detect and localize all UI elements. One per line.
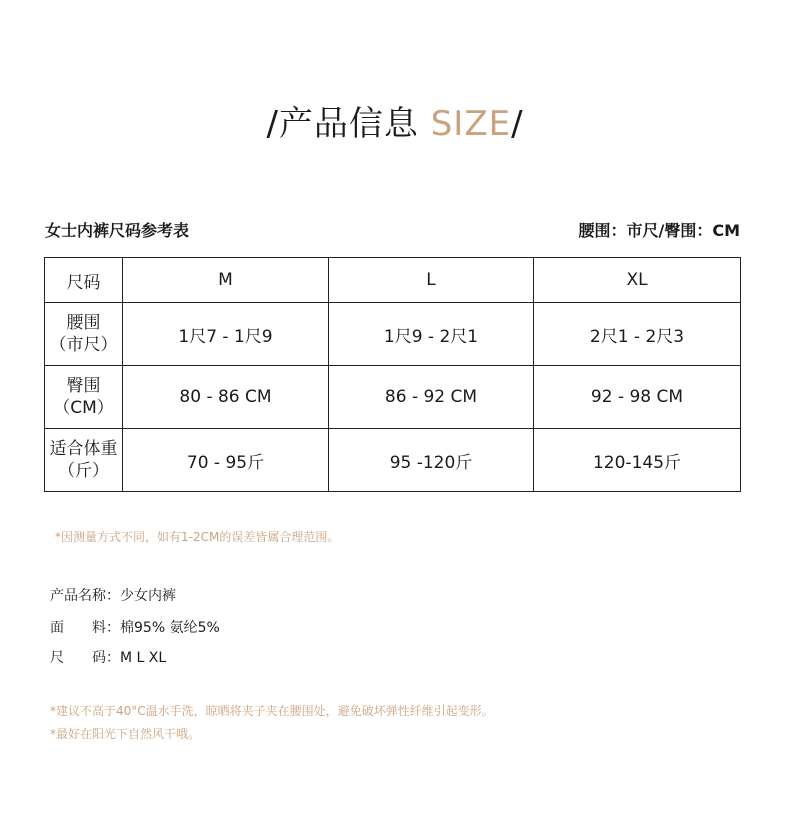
info-value: 棉95% 氨纶5% [120, 620, 220, 636]
header-cell-m: M [123, 258, 329, 303]
header-cell-size: 尺码 [45, 258, 123, 303]
info-label: 尺 码： [50, 650, 120, 666]
info-label: 面 料： [50, 620, 120, 636]
table-cell: 92 - 98 CM [534, 366, 741, 429]
care-note-wash: *建议不高于40°C温水手洗，晾晒将夹子夹在腰围处，避免破坏弹性纤维引起变形。 [50, 704, 494, 718]
info-material [50, 617, 220, 637]
table-cell: 120-145斤 [534, 429, 741, 492]
title-prefix: /产品信息 [266, 104, 431, 144]
title-suffix: / [511, 104, 524, 144]
info-size [50, 647, 166, 667]
row-label-waist [45, 303, 123, 366]
table-cell: 70 - 95斤 [123, 429, 329, 492]
header-cell-xl: XL [534, 258, 741, 303]
info-product-name [50, 585, 176, 605]
units-label: 腰围：市尺/臀围：CM [578, 221, 740, 240]
table-row-weight [45, 429, 741, 492]
table-cell: 1尺7 - 1尺9 [123, 303, 329, 366]
table-cell: 80 - 86 CM [123, 366, 329, 429]
row-label-line: （斤） [58, 461, 109, 481]
table-cell: 95 -120斤 [329, 429, 534, 492]
table-header-row [45, 258, 741, 303]
row-label-line: （CM） [53, 398, 114, 418]
info-label: 产品名称： [50, 588, 120, 604]
table-row-hip [45, 366, 741, 429]
row-label-line: 适合体重 [49, 439, 118, 459]
title-accent: SIZE [430, 104, 512, 144]
info-value: 少女内裤 [120, 588, 176, 604]
header-cell-l: L [329, 258, 534, 303]
table-cell: 86 - 92 CM [329, 366, 534, 429]
table-row-waist [45, 303, 741, 366]
size-table [44, 257, 741, 492]
measurement-note: *因测量方式不同，如有1-2CM的误差皆属合理范围。 [55, 530, 340, 544]
table-cell: 2尺1 - 2尺3 [534, 303, 741, 366]
care-note-dry: *最好在阳光下自然风干哦。 [50, 727, 201, 741]
page-title [0, 96, 790, 145]
table-cell: 1尺9 - 2尺1 [329, 303, 534, 366]
info-value: M L XL [120, 650, 167, 666]
table-title: 女士内裤尺码参考表 [45, 221, 190, 240]
row-label-weight [45, 429, 123, 492]
row-label-hip [45, 366, 123, 429]
row-label-line: 腰围 [66, 313, 101, 333]
row-label-line: 臀围 [66, 376, 101, 396]
row-label-line: （市尺） [49, 335, 118, 355]
